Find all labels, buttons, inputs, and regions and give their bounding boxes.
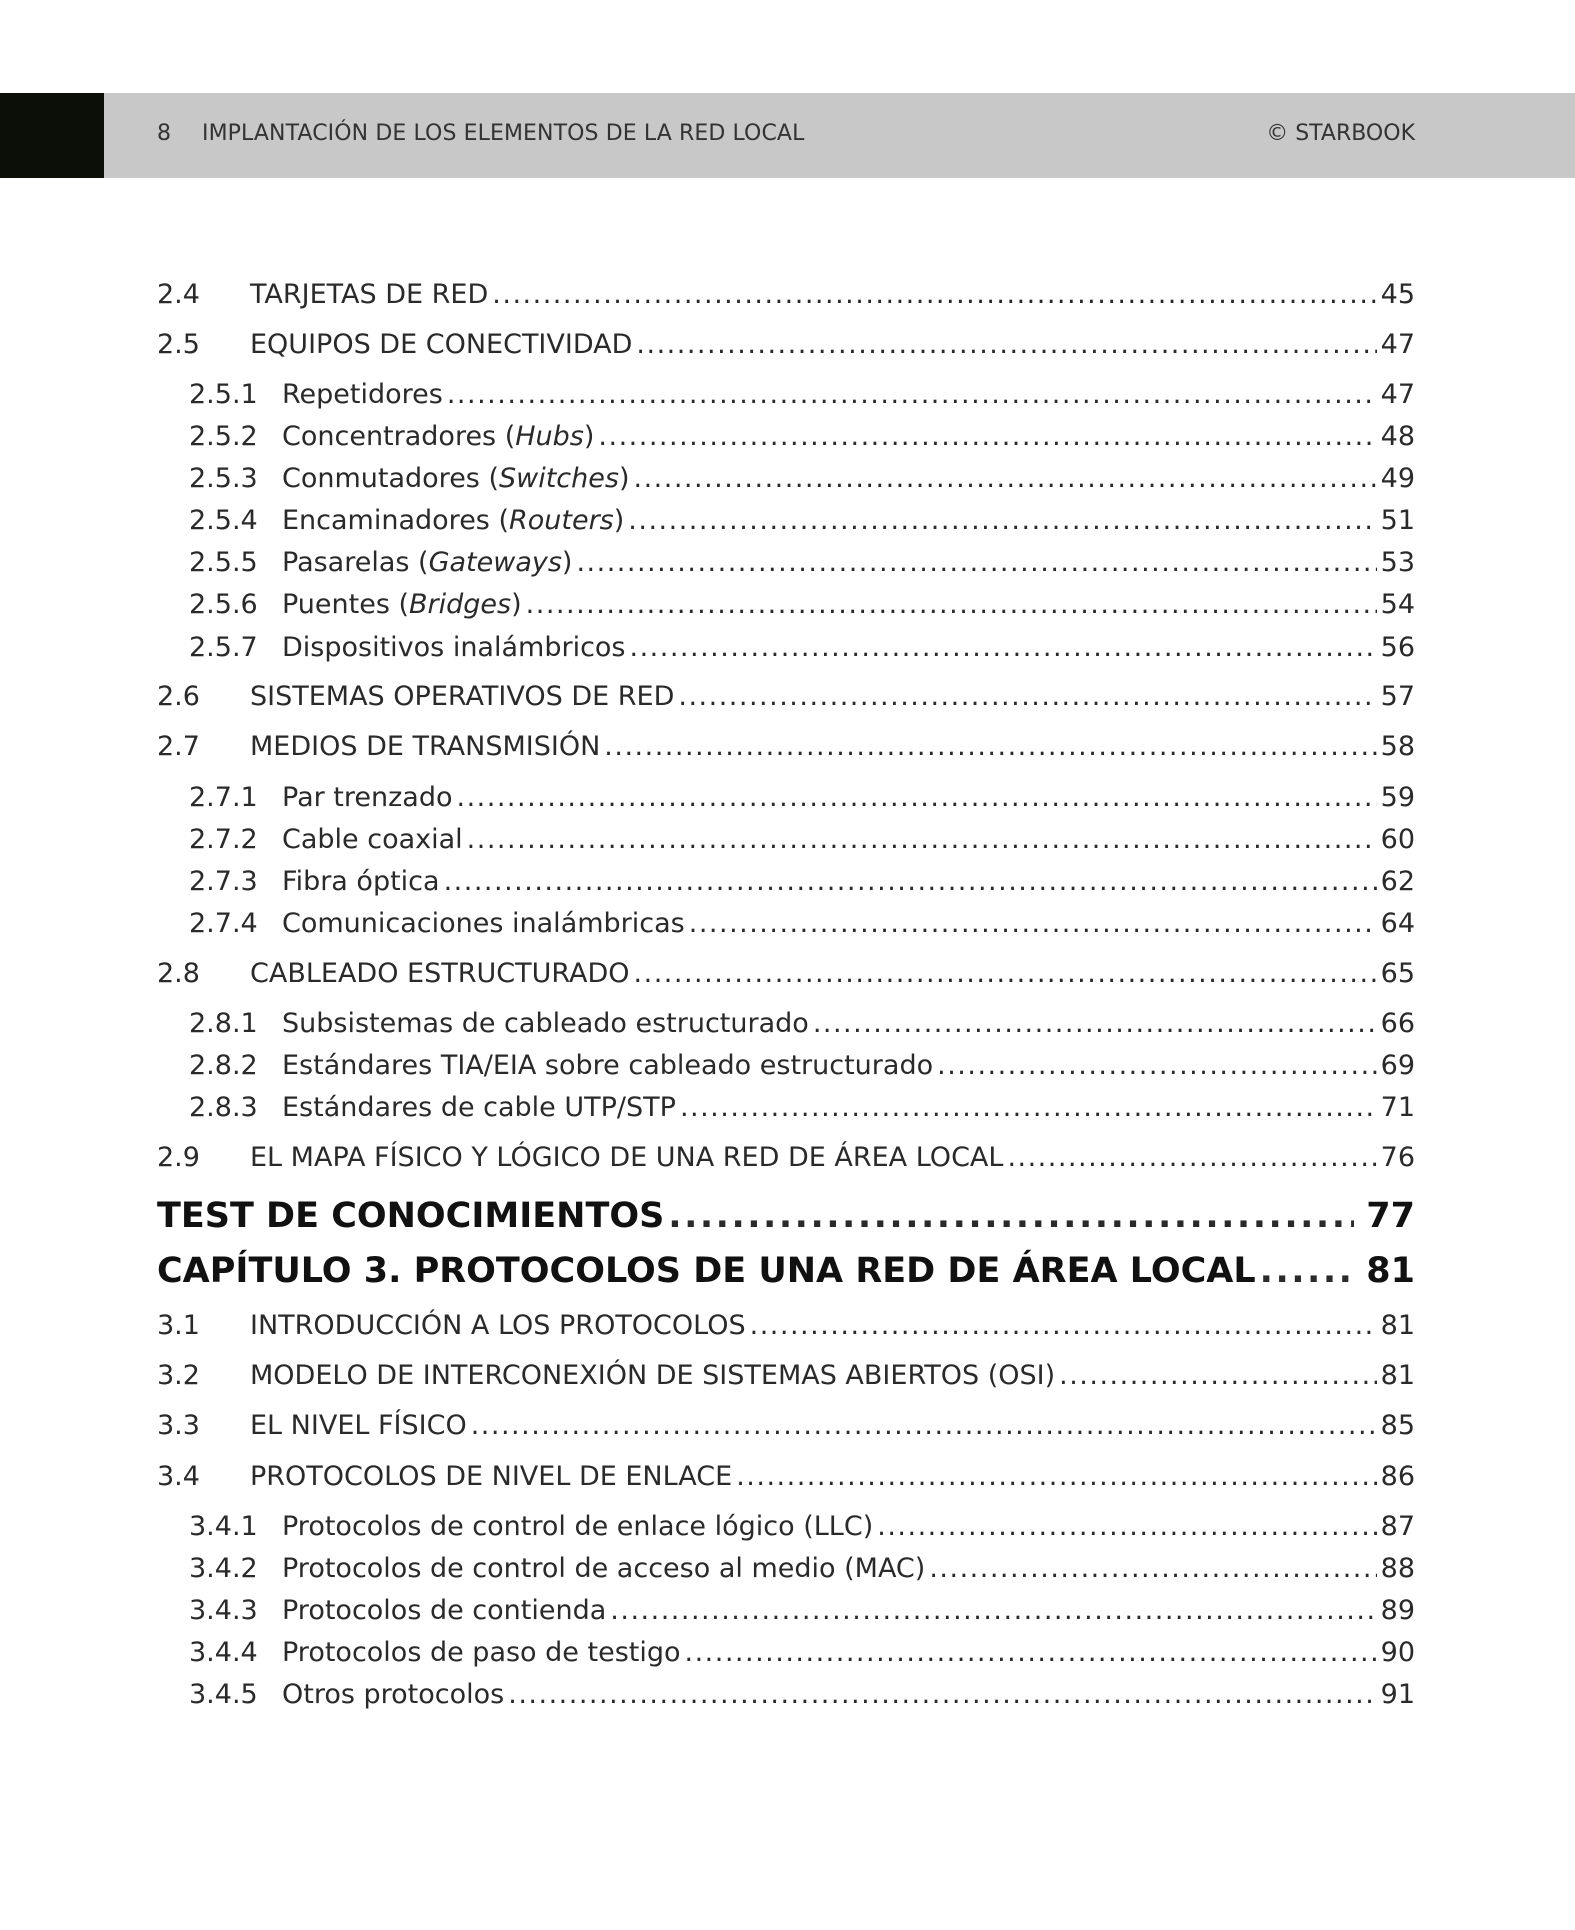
toc-entry[interactable] [157,957,1415,991]
toc-entry-title [250,680,674,714]
toc-entry-title-text: Estándares de cable UTP/STP [282,1092,676,1123]
toc-entry-page-number: 47 [1380,379,1415,410]
dot-leader [610,1594,1376,1628]
dot-leader [471,1409,1377,1443]
toc-entry-page-number: 81 [1366,1251,1415,1291]
dot-leader [1007,1141,1376,1175]
dot-leader [678,680,1376,714]
toc-entry-title [250,730,600,764]
table-of-contents [157,0,1415,1930]
dot-leader [604,730,1376,764]
toc-entry-number: 3.2 [157,1360,200,1391]
toc-entry-title-text: TEST DE CONOCIMIENTOS [157,1196,665,1236]
dot-leader [1260,1250,1355,1292]
toc-entry-page-number: 69 [1380,1050,1415,1081]
toc-entry-number: 2.7.1 [189,782,258,813]
toc-entry[interactable] [157,328,1415,362]
toc-entry-title-suffix: ) [583,421,595,452]
toc-entry-title-italic: Switches [499,463,619,494]
toc-entry-page-number: 76 [1380,1142,1415,1173]
toc-entry[interactable] [157,1309,1415,1343]
toc-entry-page-number: 54 [1380,589,1415,620]
dot-leader [685,1636,1377,1670]
toc-entry-title-text: INTRODUCCIÓN A LOS PROTOCOLOS [250,1310,746,1341]
dot-leader [576,546,1376,580]
dot-leader [447,378,1377,412]
toc-entry-title [157,1250,1256,1292]
toc-entry-page-number: 66 [1380,1008,1415,1039]
toc-entry-title-text: Cable coaxial [282,824,463,855]
toc-entry[interactable] [157,730,1415,764]
toc-entry-title [282,1007,809,1041]
toc-entry-number: 2.8.2 [189,1050,258,1081]
toc-entry-title-text: Dispositivos inalámbricos [282,632,626,663]
toc-entry-title [282,1636,681,1670]
toc-entry-number: 2.5.3 [189,463,258,494]
toc-entry-title-suffix: ) [561,547,573,578]
toc-entry-title [250,1359,1055,1393]
toc-entry[interactable] [157,462,1415,496]
toc-entry-title [282,1678,504,1712]
toc-entry-page-number: 60 [1380,824,1415,855]
toc-entry-title [157,1195,664,1237]
toc-entry-number: 2.5.2 [189,421,258,452]
toc-entry-page-number: 59 [1380,782,1415,813]
toc-entry[interactable] [157,420,1415,454]
toc-entry-number: 2.7.2 [189,824,258,855]
toc-entry-title-text: Par trenzado [282,782,453,813]
toc-entry-title-text: PROTOCOLOS DE NIVEL DE ENLACE [250,1461,733,1492]
toc-entry-number: 2.8 [157,958,200,989]
toc-entry[interactable] [157,1409,1415,1443]
toc-entry-number: 3.4.2 [189,1553,258,1584]
toc-entry-number: 3.4.1 [189,1511,258,1542]
toc-entry-number: 2.5.7 [189,632,258,663]
toc-entry-title [250,1309,746,1343]
dot-leader [937,1049,1377,1083]
toc-entry-title-text: Encaminadores ( [282,505,509,536]
dot-leader [668,1195,1354,1237]
dot-leader [634,957,1377,991]
toc-entry-page-number: 45 [1380,279,1415,310]
toc-entry-title-text: Puentes ( [282,589,410,620]
dot-leader [492,278,1376,312]
dot-leader [750,1309,1377,1343]
toc-entry-number: 3.3 [157,1410,200,1441]
toc-entry-title-text: Protocolos de control de acceso al medio (MAC) [282,1553,926,1584]
toc-entry[interactable] [157,781,1415,815]
toc-entry-title [250,1460,732,1494]
toc-entry[interactable] [157,1636,1415,1670]
toc-entry-title [282,504,624,538]
toc-entry-number: 3.4.3 [189,1595,258,1626]
toc-entry-title [282,631,626,665]
toc-entry-title-text: MODELO DE INTERCONEXIÓN DE SISTEMAS ABIERTOS (OSI) [250,1360,1056,1391]
toc-entry-title [282,378,443,412]
toc-entry-title [282,1049,933,1083]
toc-entry-number: 2.6 [157,681,200,712]
toc-entry-page-number: 81 [1380,1310,1415,1341]
toc-entry-number: 2.5.4 [189,505,258,536]
toc-entry-title [282,1594,606,1628]
toc-entry-page-number: 81 [1380,1360,1415,1391]
toc-entry-number: 3.4 [157,1461,200,1492]
dot-leader [444,865,1377,899]
toc-entry-title-text: Subsistemas de cableado estructurado [282,1008,809,1039]
toc-entry-title [282,462,630,496]
toc-entry-title-text: CABLEADO ESTRUCTURADO [250,958,630,989]
toc-entry-title [250,957,630,991]
toc-entry-title [282,1552,925,1586]
toc-entry-title [282,907,685,941]
toc-entry-page-number: 85 [1380,1410,1415,1441]
toc-entry-title-text: Repetidores [282,379,443,410]
dot-leader [467,823,1377,857]
toc-entry[interactable] [157,865,1415,899]
toc-entry-page-number: 71 [1380,1092,1415,1123]
toc-entry[interactable] [157,823,1415,857]
toc-entry-title [282,865,440,899]
toc-entry-title-text: TARJETAS DE RED [250,279,489,310]
toc-entry-page-number: 62 [1380,866,1415,897]
toc-entry[interactable] [157,1594,1415,1628]
toc-entry[interactable] [157,907,1415,941]
dot-leader [630,631,1377,665]
toc-entry-page-number: 51 [1380,505,1415,536]
toc-entry-title [282,546,572,580]
toc-entry[interactable] [157,1141,1415,1175]
toc-entry[interactable] [157,631,1415,665]
toc-entry-number: 3.4.5 [189,1679,258,1710]
toc-entry-page-number: 64 [1380,908,1415,939]
toc-entry-title [282,1510,873,1544]
toc-entry-page-number: 57 [1380,681,1415,712]
dot-leader [457,781,1377,815]
toc-entry[interactable] [157,1049,1415,1083]
toc-entry[interactable] [157,504,1415,538]
toc-entry-number: 3.4.4 [189,1637,258,1668]
toc-entry-title [282,588,522,622]
toc-entry[interactable] [157,1552,1415,1586]
toc-entry-page-number: 48 [1380,421,1415,452]
dot-leader [598,420,1376,454]
toc-entry-number: 2.5.5 [189,547,258,578]
toc-entry[interactable] [157,1250,1415,1292]
dot-leader [689,907,1377,941]
toc-entry-title [282,823,463,857]
dot-leader [636,328,1376,362]
toc-entry-title-text: EL NIVEL FÍSICO [250,1410,467,1441]
toc-entry[interactable] [157,680,1415,714]
toc-entry-title-text: Protocolos de contienda [282,1595,607,1626]
toc-entry-page-number: 90 [1380,1637,1415,1668]
toc-entry[interactable] [157,1359,1415,1393]
dot-leader [634,462,1377,496]
dot-leader [813,1007,1377,1041]
toc-entry-number: 2.7.3 [189,866,258,897]
toc-entry-number: 2.8.3 [189,1092,258,1123]
toc-entry[interactable] [157,1007,1415,1041]
header-black-tab [0,93,104,178]
dot-leader [1059,1359,1377,1393]
dot-leader [508,1678,1376,1712]
toc-entry-title-text: Fibra óptica [282,866,440,897]
toc-entry-title-text: CAPÍTULO 3. PROTOCOLOS DE UNA RED DE ÁREA LOCAL [157,1251,1256,1291]
toc-entry-number: 2.7 [157,731,200,762]
toc-entry-number: 2.8.1 [189,1008,258,1039]
toc-entry-title [282,1091,676,1125]
toc-entry-number: 2.5 [157,329,200,360]
toc-entry-page-number: 88 [1380,1553,1415,1584]
toc-entry-number: 2.7.4 [189,908,258,939]
toc-entry-page-number: 53 [1380,547,1415,578]
toc-entry-page-number: 49 [1380,463,1415,494]
dot-leader [680,1091,1377,1125]
toc-entry-title-text: Pasarelas ( [282,547,429,578]
toc-entry-page-number: 87 [1380,1511,1415,1542]
toc-entry-title-suffix: ) [618,463,630,494]
dot-leader [526,588,1377,622]
header-publisher: © STARBOOK [1266,121,1415,146]
toc-entry-number: 2.4 [157,279,200,310]
toc-entry-title-text: SISTEMAS OPERATIVOS DE RED [250,681,675,712]
toc-entry-page-number: 58 [1380,731,1415,762]
toc-entry-title [250,1409,467,1443]
toc-entry-page-number: 91 [1380,1679,1415,1710]
toc-entry-title-text: MEDIOS DE TRANSMISIÓN [250,731,601,762]
toc-entry-title-text: EQUIPOS DE CONECTIVIDAD [250,329,633,360]
toc-entry[interactable] [157,546,1415,580]
toc-entry-title-text: Otros protocolos [282,1679,505,1710]
toc-entry-page-number: 56 [1380,632,1415,663]
toc-entry[interactable] [157,1510,1415,1544]
toc-entry[interactable] [157,1195,1415,1237]
toc-entry-title-text: Protocolos de paso de testigo [282,1637,681,1668]
toc-entry-title [250,278,488,312]
toc-entry-title-text: Protocolos de control de enlace lógico (LLC) [282,1511,874,1542]
toc-entry-page-number: 65 [1380,958,1415,989]
dot-leader [929,1552,1376,1586]
dot-leader [877,1510,1376,1544]
toc-entry-number: 3.1 [157,1310,200,1341]
toc-entry-title [282,781,453,815]
toc-entry-title-text: EL MAPA FÍSICO Y LÓGICO DE UNA RED DE ÁREA LOCAL [250,1142,1004,1173]
toc-entry[interactable] [157,278,1415,312]
toc-entry-title-text: Conmutadores ( [282,463,499,494]
toc-entry-title-suffix: ) [613,505,625,536]
toc-entry-page-number: 47 [1380,329,1415,360]
toc-entry-title-italic: Bridges [409,589,512,620]
toc-entry-title [250,1141,1003,1175]
toc-entry[interactable] [157,378,1415,412]
toc-entry-page-number: 77 [1366,1196,1415,1236]
toc-entry-title-text: Comunicaciones inalámbricas [282,908,685,939]
toc-entry-title-italic: Gateways [428,547,562,578]
toc-entry-title-text: Concentradores ( [282,421,516,452]
toc-entry-title [250,328,632,362]
toc-entry-title-suffix: ) [511,589,522,620]
toc-entry[interactable] [157,1678,1415,1712]
toc-entry-number: 2.9 [157,1142,200,1173]
dot-leader [736,1460,1376,1494]
toc-entry-title-text: Estándares TIA/EIA sobre cableado estructurado [282,1050,934,1081]
toc-entry-title-italic: Hubs [515,421,584,452]
toc-entry[interactable] [157,588,1415,622]
toc-entry-number: 2.5.6 [189,589,258,620]
toc-entry-page-number: 89 [1380,1595,1415,1626]
toc-entry-number: 2.5.1 [189,379,258,410]
toc-entry-title [282,420,594,454]
toc-entry-title-italic: Routers [508,505,614,536]
toc-entry-page-number: 86 [1380,1461,1415,1492]
header-page-number: 8 [157,121,171,146]
toc-entry[interactable] [157,1460,1415,1494]
dot-leader [628,504,1376,538]
toc-entry[interactable] [157,1091,1415,1125]
header-book-title: IMPLANTACIÓN DE LOS ELEMENTOS DE LA RED LOCAL [202,121,805,146]
